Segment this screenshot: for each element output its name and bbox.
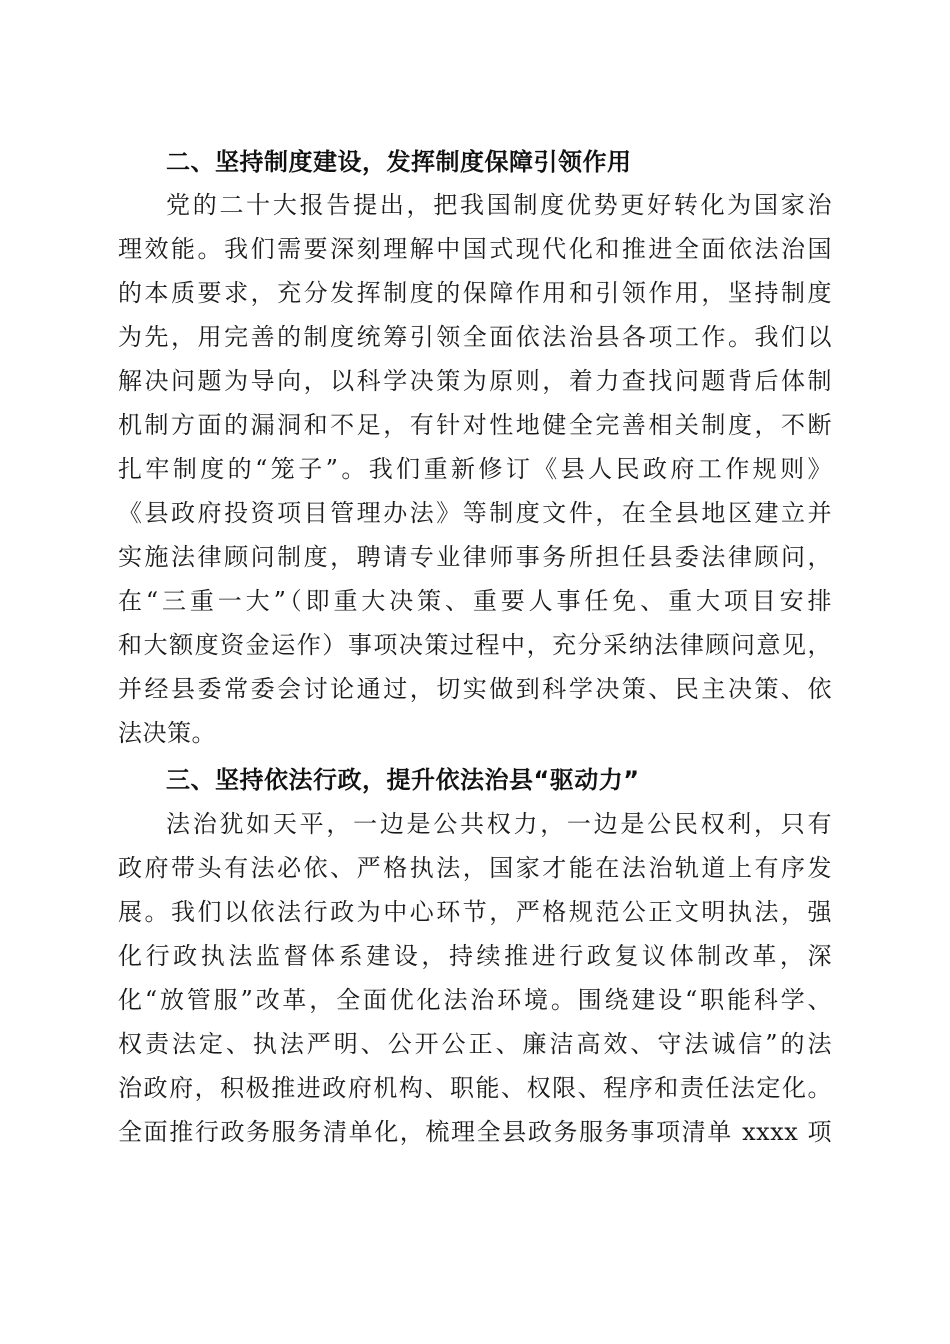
section-2-line-13: 法决策。: [118, 719, 216, 747]
section-2-line-6: 机制方面的漏洞和不足，有针对性地健全完善相关制度，不断: [118, 411, 832, 439]
section-2-line-4: 为先，用完善的制度统筹引领全面依法治县各项工作。我们以: [118, 323, 832, 351]
section-3-line-7: 治政府，积极推进政府机构、职能、权限、程序和责任法定化。: [118, 1074, 832, 1102]
section-2-line-10: 在“三重一大”（即重大决策、重要人事任免、重大项目安排: [118, 587, 832, 615]
section-3-line-1: 法治犹如天平，一边是公共权力，一边是公民权利，只有: [166, 810, 832, 838]
section-2-line-2: 理效能。我们需要深刻理解中国式现代化和推进全面依法治国: [118, 235, 832, 263]
section-3-line-4: 化行政执法监督体系建设，持续推进行政复议体制改革，深: [118, 942, 832, 970]
section-2-line-8: 《县政府投资项目管理办法》等制度文件，在全县地区建立并: [118, 499, 832, 527]
section-3-line-3: 展。我们以依法行政为中心环节，严格规范公正文明执法，强: [118, 898, 832, 926]
section-2-line-12: 并经县委常委会讨论通过，切实做到科学决策、民主决策、依: [118, 675, 832, 703]
section-3-line-5: 化“放管服”改革，全面优化法治环境。围绕建设“职能科学、: [118, 986, 832, 1014]
section-3-line-8: 全面推行政务服务清单化，梳理全县政务服务事项清单 xxxx 项: [118, 1118, 832, 1146]
section-2-line-9: 实施法律顾问制度，聘请专业律师事务所担任县委法律顾问，: [118, 543, 832, 571]
section-2-line-5: 解决问题为导向，以科学决策为原则，着力查找问题背后体制: [118, 367, 832, 395]
section-2-line-11: 和大额度资金运作）事项决策过程中，充分采纳法律顾问意见，: [118, 631, 832, 659]
section-2-line-1: 党的二十大报告提出，把我国制度优势更好转化为国家治: [166, 191, 832, 219]
section-3-line-6: 权责法定、执法严明、公开公正、廉洁高效、守法诚信”的法: [118, 1030, 832, 1058]
section-2-line-7: 扎牢制度的“笼子”。我们重新修订《县人民政府工作规则》: [118, 455, 832, 483]
section-3-heading: 三、坚持依法行政，提升依法治县“驱动力”: [166, 766, 640, 794]
section-3-line-2: 政府带头有法必依、严格执法，国家才能在法治轨道上有序发: [118, 854, 832, 882]
section-2-heading: 二、坚持制度建设，发挥制度保障引领作用: [166, 148, 632, 176]
section-2-line-3: 的本质要求，充分发挥制度的保障作用和引领作用，坚持制度: [118, 279, 832, 307]
